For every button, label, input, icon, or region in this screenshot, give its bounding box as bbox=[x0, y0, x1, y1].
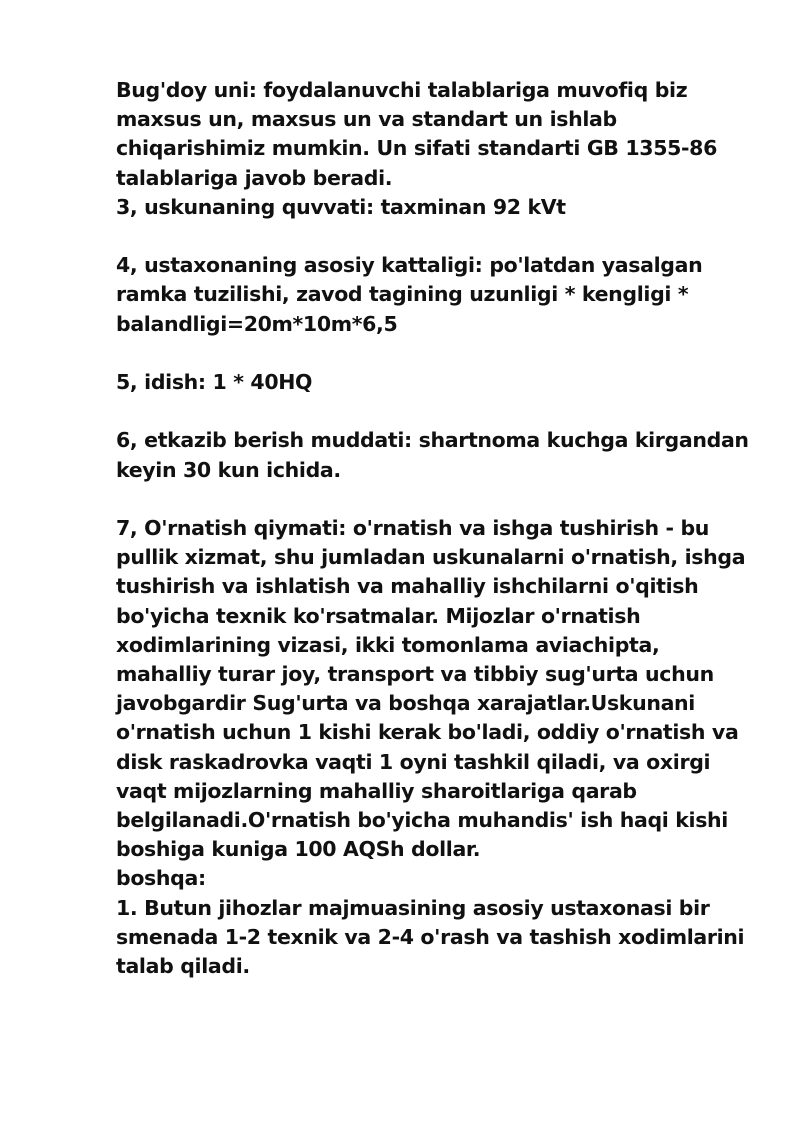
paragraph-container: 5, idish: 1 * 40HQ bbox=[116, 370, 313, 394]
paragraph-installation-cost: 7, O'rnatish qiymati: o'rnatish va ishga tushirish - bu pullik xizmat, shu jumladan uskunalarni o'rnatish, ishga tushirish va ishlatish va mahalliy ishchilarni o'qitish bo'yicha texnik ko'rsatmalar. Mijozlar o'rnatish xodimlarining vizasi, ikki tomonlama aviachipta, mahalliy turar joy, transport va tibbiy sug'urta uchun javobgardir Sug'urta va boshqa xarajatlar.Uskunani o'rnatish uchun 1 kishi kerak bo'ladi, oddiy o'rnatish va disk raskadrovka vaqti 1 oyni tashkil qiladi, va oxirgi vaqt mijozlarning mahalliy sharoitlariga qarab belgilanadi.O'rnatish bo'yicha muhandis' ish haqi kishi boshiga kuniga 100 AQSh dollar. bbox=[116, 515, 746, 862]
document-page bbox=[116, 76, 756, 981]
paragraph-other-heading: boshqa: bbox=[116, 866, 206, 891]
blank-line bbox=[116, 397, 756, 426]
paragraph-equipment-power: 3, uskunaning quvvati: taxminan 92 kVt bbox=[116, 194, 566, 219]
blank-line bbox=[116, 222, 756, 251]
paragraph-wheat-flour: Bug'doy uni: foydalanuvchi talablariga muvofiq biz maxsus un, maxsus un va standart un ishlab chiqarishimiz mumkin. Un sifati standarti GB 1355-86 talablariga javob beradi. bbox=[116, 78, 718, 190]
blank-line bbox=[116, 339, 756, 368]
paragraph-workshop-size: 4, ustaxonaning asosiy kattaligi: po'latdan yasalgan ramka tuzilishi, zavod tagining uzunligi * kengligi * balandligi=20m*10m*6,5 bbox=[116, 253, 703, 336]
blank-line bbox=[116, 485, 756, 514]
paragraph-delivery-time: 6, etkazib berish muddati: shartnoma kuchga kirgandan keyin 30 kun ichida. bbox=[116, 428, 749, 482]
paragraph-staffing: 1. Butun jihozlar majmuasining asosiy ustaxonasi bir smenada 1-2 texnik va 2-4 o'rash va tashish xodimlarini talab qiladi. bbox=[116, 895, 745, 979]
